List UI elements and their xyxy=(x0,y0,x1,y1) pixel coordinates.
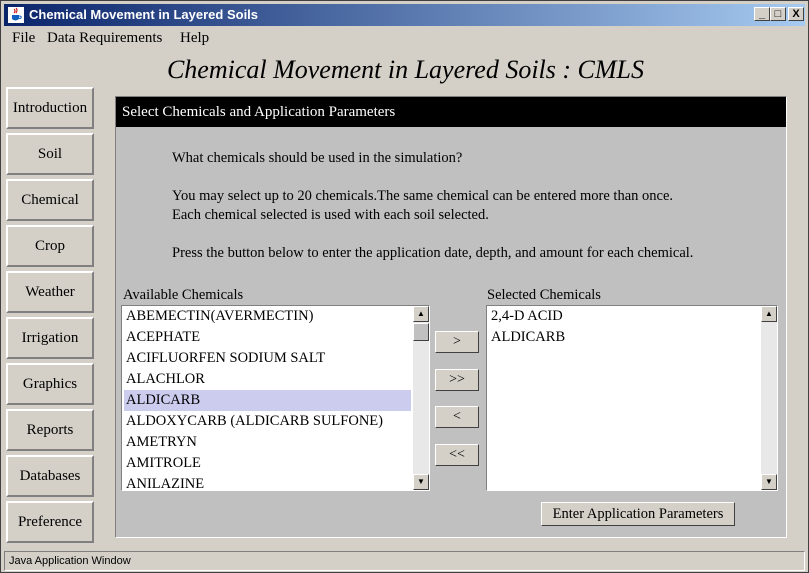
scroll-thumb[interactable] xyxy=(413,323,429,341)
list-item[interactable]: ALACHLOR xyxy=(126,371,205,387)
list-item[interactable]: ALDICARB xyxy=(491,329,566,345)
scroll-up-icon[interactable]: ▲ xyxy=(761,306,777,322)
selected-scrollbar[interactable] xyxy=(761,306,777,490)
menu-bar xyxy=(4,28,805,50)
add-all-button[interactable]: >> xyxy=(435,369,479,391)
nav-graphics[interactable]: Graphics xyxy=(6,363,94,405)
panel-header: Select Chemicals and Application Parameters xyxy=(116,97,786,127)
scroll-down-icon[interactable]: ▼ xyxy=(413,474,429,490)
selected-chemicals-label: Selected Chemicals xyxy=(487,287,601,303)
remove-all-button[interactable]: << xyxy=(435,444,479,466)
enter-application-parameters-button[interactable]: Enter Application Parameters xyxy=(541,502,735,526)
menu-data-requirements[interactable]: Data Requirements xyxy=(47,30,163,46)
available-chemicals-list[interactable] xyxy=(121,305,430,491)
instruction-line-1: What chemicals should be used in the simulation? xyxy=(172,150,463,166)
list-item[interactable]: ANILAZINE xyxy=(126,476,205,491)
add-one-button[interactable]: > xyxy=(435,331,479,353)
status-bar: Java Application Window xyxy=(4,551,805,571)
instruction-line-3: Each chemical selected is used with each soil selected. xyxy=(172,207,489,223)
menu-file[interactable]: File xyxy=(12,30,36,46)
app-title: Chemical Movement in Layered Soils : CMLS xyxy=(166,55,645,84)
list-item[interactable]: 2,4-D ACID xyxy=(491,308,563,324)
close-button[interactable]: X xyxy=(788,7,804,21)
maximize-button[interactable]: □ xyxy=(770,7,786,21)
nav-chemical[interactable]: Chemical xyxy=(6,179,94,221)
remove-one-button[interactable]: < xyxy=(435,406,479,428)
title-bar[interactable] xyxy=(4,4,805,26)
nav-weather[interactable]: Weather xyxy=(6,271,94,313)
window-title: Chemical Movement in Layered Soils xyxy=(29,7,259,22)
nav-databases[interactable]: Databases xyxy=(6,455,94,497)
list-item[interactable]: ACIFLUORFEN SODIUM SALT xyxy=(126,350,326,366)
nav-preference[interactable]: Preference xyxy=(6,501,94,543)
scroll-up-icon[interactable]: ▲ xyxy=(413,306,429,322)
available-chemicals-label: Available Chemicals xyxy=(123,287,244,303)
minimize-button[interactable]: _ xyxy=(754,7,770,21)
selected-chemicals-list[interactable] xyxy=(486,305,778,491)
nav-crop[interactable]: Crop xyxy=(6,225,94,267)
list-item-selected[interactable]: ALDICARB xyxy=(124,390,411,411)
nav-irrigation[interactable]: Irrigation xyxy=(6,317,94,359)
nav-introduction[interactable]: Introduction xyxy=(6,87,94,129)
nav-soil[interactable]: Soil xyxy=(6,133,94,175)
menu-help[interactable]: Help xyxy=(180,30,210,46)
instruction-line-4: Press the button below to enter the application date, depth, and amount for each chemical. xyxy=(172,245,694,261)
list-item[interactable]: AMITROLE xyxy=(126,455,201,471)
list-item[interactable]: AMETRYN xyxy=(126,434,197,450)
available-scrollbar[interactable] xyxy=(413,306,429,490)
list-item[interactable]: ACEPHATE xyxy=(126,329,201,345)
list-item[interactable]: ABEMECTIN(AVERMECTIN) xyxy=(126,308,314,324)
scroll-down-icon[interactable]: ▼ xyxy=(761,474,777,490)
list-item[interactable]: ALDOXYCARB (ALDICARB SULFONE) xyxy=(126,413,383,429)
instruction-line-2: You may select up to 20 chemicals.The same chemical can be entered more than once. xyxy=(172,188,674,204)
java-cup-icon xyxy=(8,7,24,23)
nav-reports[interactable]: Reports xyxy=(6,409,94,451)
